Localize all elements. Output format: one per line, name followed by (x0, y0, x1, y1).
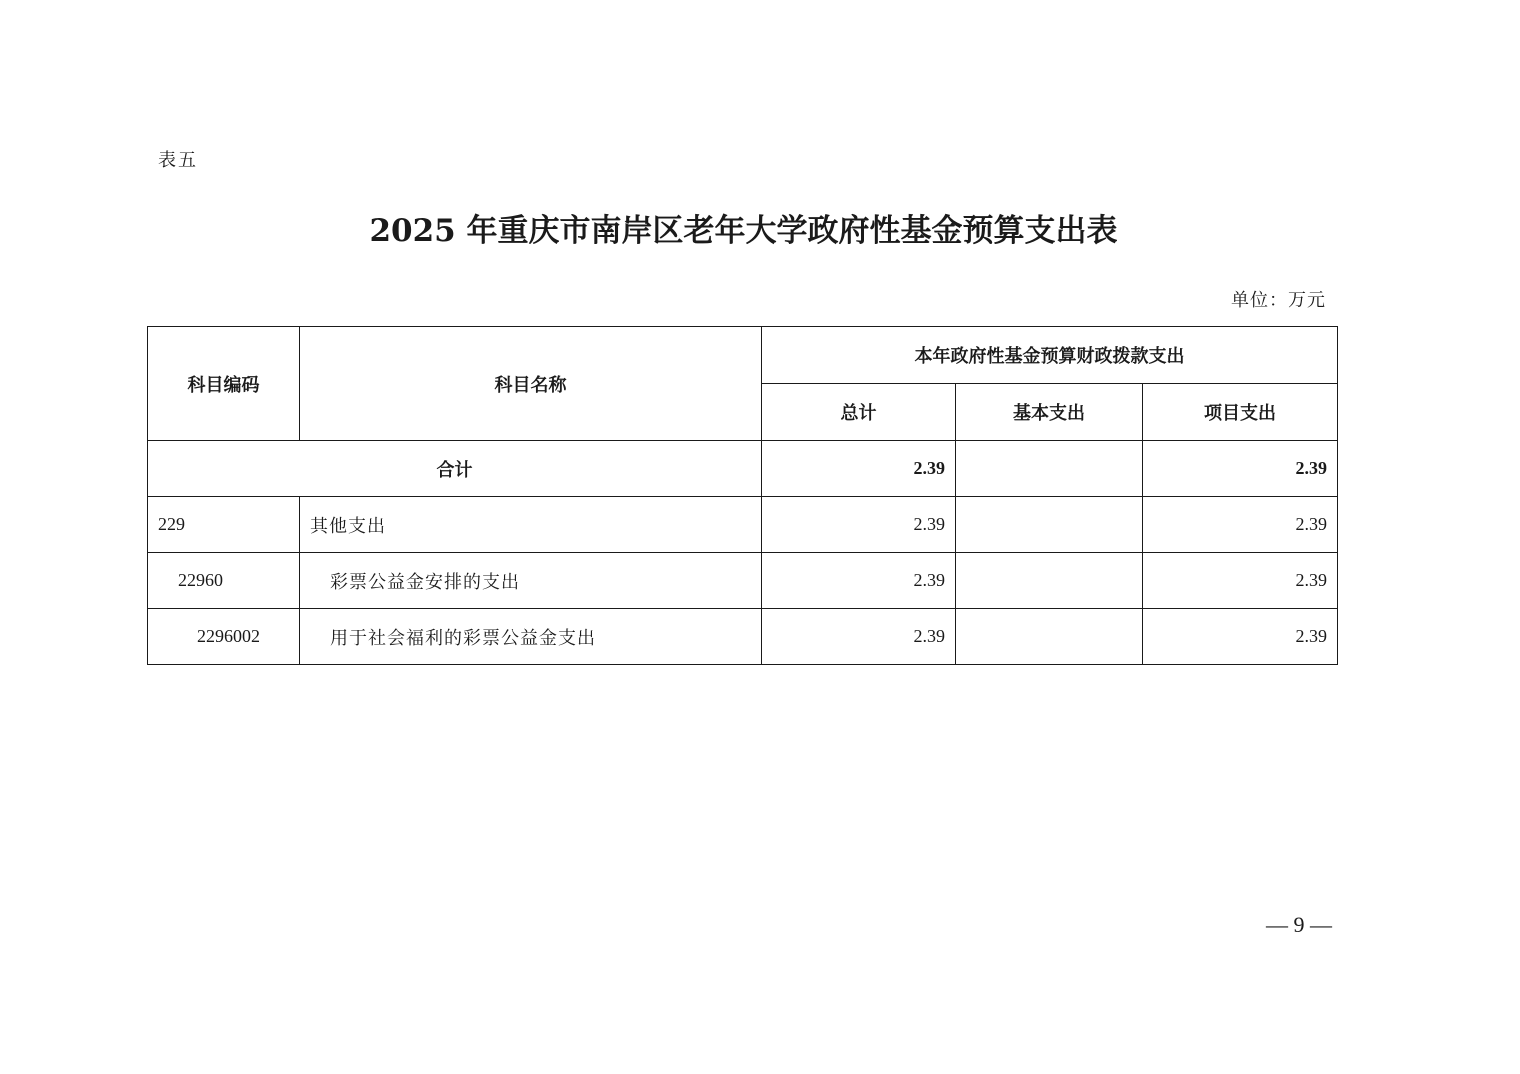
header-basic-expenditure: 基本支出 (956, 384, 1143, 441)
row-project-amount: 2.39 (1143, 553, 1338, 609)
table-row (148, 497, 1338, 553)
unit-note: 单位：万元 (1231, 290, 1326, 311)
row-project-amount: 2.39 (1143, 497, 1338, 553)
header-appropriation-group: 本年政府性基金预算财政拨款支出 (762, 327, 1338, 384)
row-project-amount: 2.39 (1143, 609, 1338, 665)
header-subject-code: 科目编码 (148, 327, 300, 441)
row-total-amount: 2.39 (762, 609, 956, 665)
row-basic-amount (956, 553, 1143, 609)
total-basic-amount (956, 441, 1143, 497)
subject-name: 彩票公益金安排的支出 (300, 553, 762, 609)
row-basic-amount (956, 609, 1143, 665)
subject-code: 229 (148, 497, 300, 553)
total-label: 合计 (148, 441, 762, 497)
subject-name: 其他支出 (300, 497, 762, 553)
page-number: — 9 — (1266, 912, 1332, 937)
header-total: 总计 (762, 384, 956, 441)
budget-expenditure-table (147, 326, 1338, 665)
header-subject-name: 科目名称 (300, 327, 762, 441)
total-project-amount: 2.39 (1143, 441, 1338, 497)
row-total-amount: 2.39 (762, 553, 956, 609)
table-row (148, 553, 1338, 609)
header-project-expenditure: 项目支出 (1143, 384, 1338, 441)
table-label: 表五 (158, 150, 198, 171)
table-row (148, 609, 1338, 665)
total-row (148, 441, 1338, 497)
row-basic-amount (956, 497, 1143, 553)
subject-code: 22960 (148, 553, 300, 609)
subject-name: 用于社会福利的彩票公益金支出 (300, 609, 762, 665)
row-total-amount: 2.39 (762, 497, 956, 553)
total-amount: 2.39 (762, 441, 956, 497)
document-title: 2025 年重庆市南岸区老年大学政府性基金预算支出表 (369, 213, 1118, 249)
subject-code: 2296002 (148, 609, 300, 665)
